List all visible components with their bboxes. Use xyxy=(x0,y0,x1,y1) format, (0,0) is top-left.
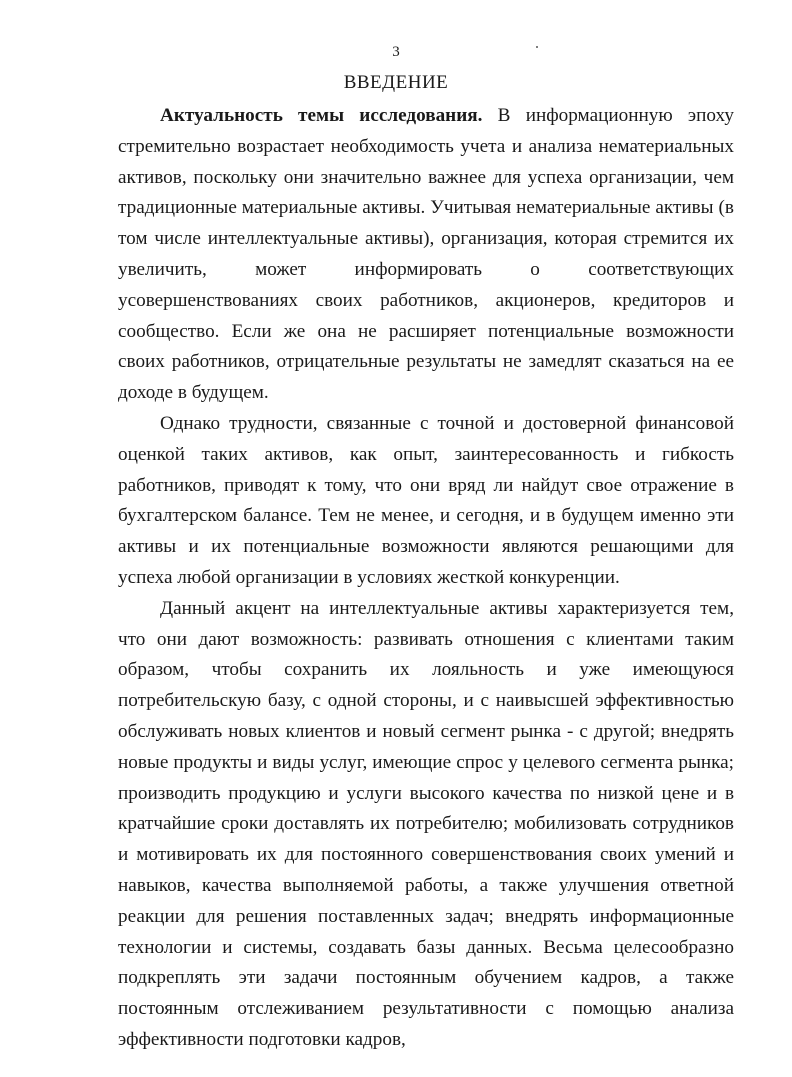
paragraph-text: Однако трудности, связанные с точной и достоверной финансовой оценкой таких активов, как опыт, заинтересованность и гибкость работников, приводят к тому, что они вряд ли найдут свое отражение в бухгалтерском балансе. Тем не менее, и сегодня, и в будущем именно эти активы и их потенциальные возможности являются решающими для успеха любой организации в условиях жесткой конкуренции. xyxy=(118,412,734,588)
paragraph-text: В информационную эпоху стремительно возрастает необходимость учета и анализа нематериальных активов, поскольку они значительно важнее для успеха организации, чем традиционные материальные активы. Учитывая нематериальные активы (в том числе интеллектуальные активы), организация, которая стремится их увеличить, может информировать о соответствующих усовершенствованиях своих работников, акционеров, кредиторов и сообщество. Если же она не расширяет потенциальные возможности своих работников, отрицательные результаты не замедлят сказаться на ее доходе в будущем. xyxy=(118,105,734,404)
paragraph-text: Данный акцент на интеллектуальные активы характеризуется тем, что они дают возможность: развивать отношения с клиентами таким образом, чтобы сохранить их лояльность и уже имеющуюся потребительскую базу, с одной стороны, и с наивысшей эффективностью обслуживать новых клиентов и новый сегмент рынка - с другой; внедрять новые продукты и виды услуг, имеющие спрос у целевого сегмента рынка; производить продукцию и услуги высокого качества по низкой цене и в кратчайшие сроки доставлять их потребителю; мобилизовать сотрудников и мотивировать их для постоянного совершенствования своих умений и навыков, качества выполняемой работы, а также улучшения ответной реакции для решения поставленных задач; внедрять информационные технологии и системы, создавать базы данных. Весьма целесообразно подкреплять эти задачи постоянным обучением кадров, а также постоянным отслеживанием результативности с помощью анализа эффективности подготовки кадров, xyxy=(118,597,734,1050)
paragraph-intellectual-assets xyxy=(118,594,734,1056)
scan-speck xyxy=(536,46,538,48)
paragraph-relevance xyxy=(118,101,734,409)
paragraph-difficulties xyxy=(118,409,734,594)
page-number: 3 xyxy=(392,44,400,60)
paragraph-lead: Актуальность темы исследования. xyxy=(160,105,483,126)
section-heading: ВВЕДЕНИЕ xyxy=(343,72,449,93)
body-text xyxy=(118,101,734,1056)
